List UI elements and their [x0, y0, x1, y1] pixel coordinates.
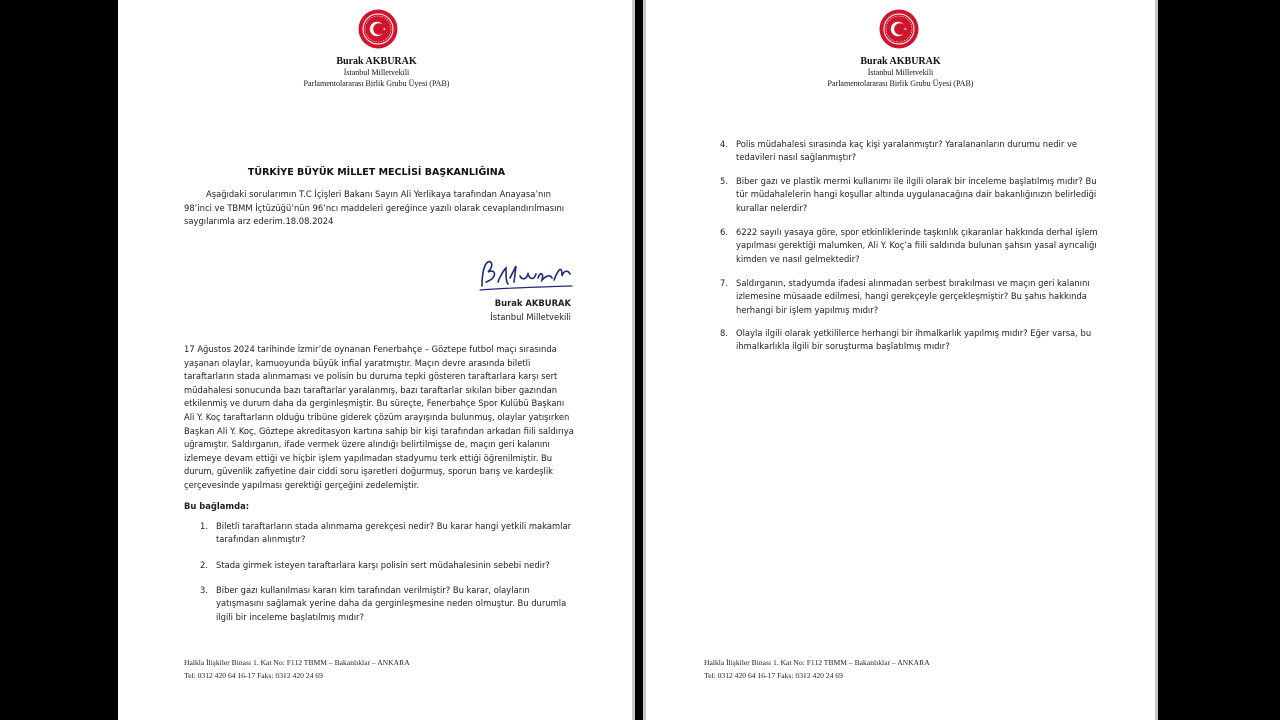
question-number: 8.: [720, 328, 728, 338]
footer: [704, 656, 930, 682]
body-paragraph: 17 Ağustos 2024 tarihinde İzmir’de oynanan Fenerbahçe – Göztepe futbol maçı sırasında yaşanan olaylar, kamuoyunda büyük infial yaratmıştır. Maçın devre arasında biletli taraftarların stada alınmaması ve polisin bu duruma tepki gösteren taraftarlara karşı sert müdahalesi sonucunda bazı taraftarlar yaralanmış, bazı taraftarlar sıkılan biber gazından etkilenmiş ve durum daha da gerginleşmiştir. Bu süreçte, Fenerbahçe Spor Kulübü Başkanı Ali Y. Koç taraftarların olduğu tribüne giderek çözüm arayışında bulunmuş, olaylar yatışırken Başkan Ali Y. Koç, Göztepe akreditasyon kartına sahip bir kişi tarafından arkadan fiili saldırıya uğramıştır. Saldırganın, ifade vermek üzere alındığı belirtilmişse de, maçın geri kalanını izlemeye devam ettiği ve hiçbir işlem yapılmadan stadyumu terk ettiği öğrenilmiştir. Bu durum, güvenlik zafiyetine dair ciddi soru işaretleri doğurmuş, sporun barış ve kardeşlik çerçevesinde yapılması gerektiği gerçeğini zedelemiştir.: [184, 344, 574, 490]
letterhead-role: İstanbul Milletvekili: [343, 68, 410, 77]
question-list: [200, 520, 578, 630]
letterhead-name: Burak AKBURAK: [860, 56, 941, 67]
question-text: 6222 sayılı yasaya göre, spor etkinliklerinde taşkınlık çıkaranlar hakkında derhal işlem yapılması gerektiği malumken, Ali Y. Koç’a fiili saldırıda bulunan şahsın yasal ayrıcalığı kimden ve nasıl gelmektedir?: [736, 227, 1098, 264]
footer-address: Halkla İlişkiler Binası 1. Kat No: F112 TBMM – Bakanlıklar – ANKARA: [184, 658, 410, 667]
question-number: 7.: [720, 278, 728, 288]
footer-address: Halkla İlişkiler Binası 1. Kat No: F112 TBMM – Bakanlıklar – ANKARA: [704, 658, 930, 667]
question-text: Biletli taraftarların stada alınmama gerekçesi nedir? Bu karar hangi yetkili makamlar tarafından alınmıştır?: [216, 521, 572, 545]
footer-phone: Tel: 0312 420 64 16-17 Faks: 0312 420 24 69: [184, 671, 323, 680]
document-title: TÜRKİYE BÜYÜK MİLLET MECLİSİ BAŞKANLIĞINA: [247, 167, 506, 178]
question-text: Stada girmek isteyen taraftarlara karşı polisin sert müdahalesinin sebebi nedir?: [216, 560, 550, 570]
document-page-1: [118, 0, 635, 720]
document-page-2: [643, 0, 1158, 720]
footer-phone: Tel: 0312 420 64 16-17 Faks: 0312 420 24 69: [704, 671, 843, 680]
question-text: Olayla ilgili olarak yetkililerce herhangi bir ihmalkarlık yapılmış mıdır? Eğer varsa, bu ihmalkarlıkla ilgili bir soruşturma başlatılmış mıdır?: [736, 328, 1092, 352]
letterhead: [118, 56, 635, 89]
question-number: 1.: [200, 521, 208, 531]
letterhead-group: Parlamentolararası Birlik Grubu Üyesi (PAB): [827, 79, 974, 88]
question-text: Polis müdahalesi sırasında kaç kişi yaralanmıştır? Yaralananların durumu nedir ve tedavileri nasıl sağlanmıştır?: [736, 139, 1078, 163]
page-edge: [643, 0, 646, 720]
question-number: 4.: [720, 139, 728, 149]
signature-role: İstanbul Milletvekili: [490, 312, 571, 322]
signature-icon: [476, 256, 576, 294]
footer: [184, 656, 410, 682]
question-text: Saldırganın, stadyumda ifadesi alınmadan serbest bırakılması ve maçın geri kalanını izlemesine müsaade edilmesi, hangi gerekçeyle gerçekleşmiştir? Bu şahıs hakkında herhangi bir işlem yapılmış mıdır?: [736, 278, 1090, 315]
question-list: [720, 138, 1098, 358]
question-text: Biber gazı kullanılması kararı kim tarafından verilmiştir? Bu karar, olayların yatışmasını sağlamak yerine daha da gerginleşmesine neden olmuştur. Bu durumla ilgili bir inceleme başlatılmış mıdır?: [216, 585, 567, 622]
tbmm-emblem-icon: [358, 9, 398, 49]
question-text: Biber gazı ve plastik mermi kullanımı ile ilgili olarak bir inceleme başlatılmış mıdır? Bu tür müdahalelerin hangi koşullar altında uygulanacağına dair bakanlığınızın belirlediği kurallar nelerdir?: [736, 176, 1097, 213]
letterhead-name: Burak AKBURAK: [336, 56, 417, 67]
letterhead-group: Parlamentolararası Birlik Grubu Üyesi (PAB): [303, 79, 450, 88]
question-number: 5.: [720, 176, 728, 186]
signature-name: Burak AKBURAK: [494, 298, 571, 308]
question-number: 6.: [720, 227, 728, 237]
page-edge: [1155, 0, 1158, 720]
tbmm-emblem-icon: [879, 9, 919, 49]
page-edge: [632, 0, 635, 720]
letterhead: [643, 56, 1158, 89]
context-label: Bu bağlamda:: [184, 501, 250, 511]
letterhead-role: İstanbul Milletvekili: [867, 68, 934, 77]
question-number: 2.: [200, 560, 208, 570]
intro-paragraph: Aşağıdaki sorularımın T.C İçişleri Bakanı Sayın Ali Yerlikaya tarafından Anayasa’nın 98’inci ve TBMM İçtüzüğü’nün 96’ncı maddeleri gereğince yazılı olarak cevaplandırılmasını saygılarımla arz ederim.18.08.2024: [184, 189, 565, 227]
question-number: 3.: [200, 585, 208, 595]
